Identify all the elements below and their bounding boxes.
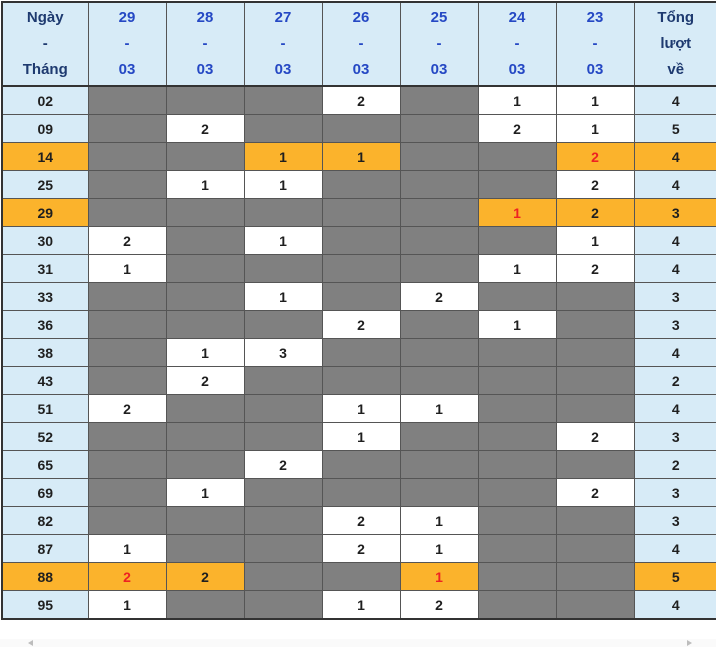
- total-cell: 3: [634, 311, 716, 339]
- header-line: Tháng: [22, 61, 68, 78]
- empty-cell: [166, 423, 244, 451]
- header-line: lượt: [660, 35, 692, 52]
- table-row-25: [2, 171, 716, 199]
- cell-value: 2: [201, 120, 209, 137]
- header-line: Tổng: [657, 9, 695, 26]
- header-line: 03: [430, 61, 448, 78]
- empty-cell: [400, 199, 478, 227]
- table-row-09: [2, 115, 716, 143]
- empty-cell: [556, 563, 634, 591]
- cell-value: 1: [357, 596, 365, 613]
- cell-value: 2: [435, 596, 443, 613]
- empty-cell: [478, 395, 556, 423]
- value-cell: [88, 535, 166, 563]
- empty-cell: [400, 115, 478, 143]
- empty-cell: [166, 227, 244, 255]
- total-cell: 4: [634, 339, 716, 367]
- empty-cell: [478, 283, 556, 311]
- empty-cell: [88, 339, 166, 367]
- value-cell: [478, 199, 556, 227]
- date-column-header-27-03: [244, 2, 322, 86]
- value-cell: [166, 339, 244, 367]
- empty-cell: [478, 451, 556, 479]
- empty-cell: [322, 255, 400, 283]
- header-line: 03: [508, 61, 526, 78]
- header-line: 25: [430, 9, 448, 26]
- value-cell: [322, 591, 400, 620]
- date-column-header-23-03: [556, 2, 634, 86]
- empty-cell: [322, 115, 400, 143]
- value-cell: [244, 451, 322, 479]
- row-label-cell: 82: [2, 507, 88, 535]
- header-line: -: [124, 35, 130, 52]
- empty-cell: [556, 535, 634, 563]
- empty-cell: [166, 395, 244, 423]
- value-cell: [556, 171, 634, 199]
- cell-value: 2: [357, 540, 365, 557]
- value-cell: [166, 171, 244, 199]
- table-header: [2, 2, 716, 86]
- value-cell: [244, 227, 322, 255]
- empty-cell: [556, 451, 634, 479]
- value-cell: [400, 563, 478, 591]
- cell-value: 1: [201, 176, 209, 193]
- cell-value: 1: [591, 232, 599, 249]
- empty-cell: [400, 86, 478, 115]
- empty-cell: [244, 86, 322, 115]
- empty-cell: [322, 283, 400, 311]
- cell-value: 1: [513, 204, 521, 221]
- empty-cell: [400, 479, 478, 507]
- header-line: -: [358, 35, 364, 52]
- cell-value: 3: [279, 344, 287, 361]
- empty-cell: [556, 367, 634, 395]
- date-column-header-24-03: [478, 2, 556, 86]
- total-cell: 5: [634, 563, 716, 591]
- cell-value: 1: [279, 176, 287, 193]
- header-line: 23: [586, 9, 604, 26]
- row-label-cell: 31: [2, 255, 88, 283]
- lottery-frequency-table: [1, 1, 716, 620]
- header-line: 03: [118, 61, 136, 78]
- header-line: -: [514, 35, 520, 52]
- empty-cell: [478, 507, 556, 535]
- cell-value: 2: [591, 204, 599, 221]
- empty-cell: [244, 367, 322, 395]
- empty-cell: [88, 507, 166, 535]
- empty-cell: [244, 591, 322, 620]
- row-label-cell: 02: [2, 86, 88, 115]
- empty-cell: [322, 451, 400, 479]
- row-label-cell: 30: [2, 227, 88, 255]
- cell-value: 2: [591, 484, 599, 501]
- table-row-69: [2, 479, 716, 507]
- cell-value: 1: [357, 148, 365, 165]
- empty-cell: [244, 199, 322, 227]
- empty-cell: [478, 591, 556, 620]
- empty-cell: [400, 451, 478, 479]
- header-line: 29: [118, 9, 136, 26]
- cell-value: 1: [123, 540, 131, 557]
- total-returns-header: [634, 2, 716, 86]
- header-line: Ngày: [26, 9, 64, 26]
- cell-value: 2: [279, 456, 287, 473]
- empty-cell: [478, 367, 556, 395]
- empty-cell: [400, 367, 478, 395]
- empty-cell: [166, 535, 244, 563]
- value-cell: [88, 591, 166, 620]
- total-cell: 4: [634, 591, 716, 620]
- header-row: [2, 2, 716, 86]
- empty-cell: [88, 115, 166, 143]
- total-cell: 5: [634, 115, 716, 143]
- empty-cell: [166, 255, 244, 283]
- empty-cell: [166, 283, 244, 311]
- empty-cell: [322, 479, 400, 507]
- empty-cell: [244, 507, 322, 535]
- empty-cell: [478, 563, 556, 591]
- date-column-header-29-03: [88, 2, 166, 86]
- empty-cell: [322, 367, 400, 395]
- empty-cell: [166, 199, 244, 227]
- header-line: về: [667, 61, 685, 78]
- cell-value: 2: [513, 120, 521, 137]
- table-row-88: [2, 563, 716, 591]
- value-cell: [556, 479, 634, 507]
- cell-value: 2: [201, 372, 209, 389]
- empty-cell: [322, 563, 400, 591]
- total-cell: 4: [634, 535, 716, 563]
- value-cell: [322, 507, 400, 535]
- row-label-cell: 51: [2, 395, 88, 423]
- value-cell: [322, 143, 400, 171]
- empty-cell: [244, 535, 322, 563]
- cell-value: 2: [123, 400, 131, 417]
- empty-cell: [88, 86, 166, 115]
- value-cell: [556, 143, 634, 171]
- empty-cell: [166, 591, 244, 620]
- table-row-43: [2, 367, 716, 395]
- empty-cell: [556, 507, 634, 535]
- value-cell: [88, 227, 166, 255]
- cell-value: 1: [357, 400, 365, 417]
- table-row-02: [2, 86, 716, 115]
- empty-cell: [166, 507, 244, 535]
- total-cell: 3: [634, 423, 716, 451]
- header-line: 03: [586, 61, 604, 78]
- cell-value: 2: [123, 232, 131, 249]
- empty-cell: [166, 451, 244, 479]
- cell-value: 2: [201, 568, 209, 585]
- total-cell: 4: [634, 171, 716, 199]
- value-cell: [478, 86, 556, 115]
- table-row-31: [2, 255, 716, 283]
- empty-cell: [322, 199, 400, 227]
- table-row-95: [2, 591, 716, 620]
- cell-value: 1: [435, 512, 443, 529]
- header-line: 03: [352, 61, 370, 78]
- empty-cell: [244, 115, 322, 143]
- empty-cell: [478, 423, 556, 451]
- header-line: -: [280, 35, 286, 52]
- empty-cell: [244, 423, 322, 451]
- value-cell: [556, 227, 634, 255]
- empty-cell: [400, 143, 478, 171]
- empty-cell: [400, 423, 478, 451]
- total-cell: 4: [634, 227, 716, 255]
- value-cell: [166, 367, 244, 395]
- cell-value: 1: [123, 260, 131, 277]
- empty-cell: [244, 255, 322, 283]
- table-row-14: [2, 143, 716, 171]
- cell-value: 2: [357, 316, 365, 333]
- header-line: 26: [352, 9, 370, 26]
- empty-cell: [244, 479, 322, 507]
- table-row-82: [2, 507, 716, 535]
- value-cell: [400, 507, 478, 535]
- empty-cell: [478, 143, 556, 171]
- cell-value: 2: [123, 568, 131, 585]
- cell-value: 2: [591, 176, 599, 193]
- total-cell: 2: [634, 451, 716, 479]
- value-cell: [322, 86, 400, 115]
- total-cell: 4: [634, 143, 716, 171]
- cell-value: 1: [279, 288, 287, 305]
- value-cell: [556, 255, 634, 283]
- cell-value: 2: [357, 92, 365, 109]
- value-cell: [556, 423, 634, 451]
- header-line: 03: [196, 61, 214, 78]
- cell-value: 1: [513, 260, 521, 277]
- total-cell: 3: [634, 199, 716, 227]
- total-cell: 3: [634, 283, 716, 311]
- value-cell: [400, 395, 478, 423]
- empty-cell: [400, 255, 478, 283]
- table-row-51: [2, 395, 716, 423]
- header-line: 28: [196, 9, 214, 26]
- cell-value: 2: [591, 428, 599, 445]
- value-cell: [322, 395, 400, 423]
- value-cell: [556, 115, 634, 143]
- cell-value: 1: [513, 92, 521, 109]
- value-cell: [322, 311, 400, 339]
- empty-cell: [478, 227, 556, 255]
- cell-value: 1: [279, 148, 287, 165]
- empty-cell: [88, 451, 166, 479]
- total-cell: 4: [634, 395, 716, 423]
- value-cell: [88, 563, 166, 591]
- value-cell: [556, 86, 634, 115]
- header-line: -: [42, 35, 48, 52]
- table-row-30: [2, 227, 716, 255]
- date-column-header-26-03: [322, 2, 400, 86]
- total-cell: 3: [634, 507, 716, 535]
- empty-cell: [400, 171, 478, 199]
- row-label-cell: 25: [2, 171, 88, 199]
- empty-cell: [166, 143, 244, 171]
- value-cell: [166, 479, 244, 507]
- value-cell: [166, 563, 244, 591]
- row-label-cell: 09: [2, 115, 88, 143]
- empty-cell: [322, 227, 400, 255]
- table-row-33: [2, 283, 716, 311]
- value-cell: [400, 591, 478, 620]
- empty-cell: [556, 339, 634, 367]
- empty-cell: [556, 283, 634, 311]
- header-line: 03: [274, 61, 292, 78]
- cell-value: 1: [201, 484, 209, 501]
- empty-cell: [400, 339, 478, 367]
- table-body: [2, 86, 716, 619]
- empty-cell: [244, 563, 322, 591]
- table-row-65: [2, 451, 716, 479]
- value-cell: [244, 339, 322, 367]
- header-line: -: [592, 35, 598, 52]
- value-cell: [322, 423, 400, 451]
- empty-cell: [556, 591, 634, 620]
- empty-cell: [166, 86, 244, 115]
- empty-cell: [88, 479, 166, 507]
- value-cell: [478, 311, 556, 339]
- row-label-cell: 38: [2, 339, 88, 367]
- value-cell: [478, 115, 556, 143]
- value-cell: [88, 395, 166, 423]
- cell-value: 1: [435, 400, 443, 417]
- empty-cell: [88, 143, 166, 171]
- value-cell: [88, 255, 166, 283]
- row-label-cell: 87: [2, 535, 88, 563]
- table-row-36: [2, 311, 716, 339]
- value-cell: [478, 255, 556, 283]
- cell-value: 1: [279, 232, 287, 249]
- row-label-cell: 65: [2, 451, 88, 479]
- value-cell: [400, 283, 478, 311]
- value-cell: [244, 171, 322, 199]
- empty-cell: [400, 311, 478, 339]
- empty-cell: [478, 339, 556, 367]
- row-label-cell: 29: [2, 199, 88, 227]
- row-label-cell: 52: [2, 423, 88, 451]
- date-column-header-28-03: [166, 2, 244, 86]
- cell-value: 1: [123, 596, 131, 613]
- cell-value: 2: [357, 512, 365, 529]
- table-row-29: [2, 199, 716, 227]
- total-cell: 4: [634, 86, 716, 115]
- total-cell: 2: [634, 367, 716, 395]
- header-line: -: [202, 35, 208, 52]
- cell-value: 1: [591, 92, 599, 109]
- value-cell: [322, 535, 400, 563]
- empty-cell: [478, 171, 556, 199]
- empty-cell: [88, 311, 166, 339]
- row-label-cell: 43: [2, 367, 88, 395]
- cell-value: 1: [357, 428, 365, 445]
- empty-cell: [322, 339, 400, 367]
- header-line: 27: [274, 9, 292, 26]
- cell-value: 2: [435, 288, 443, 305]
- cell-value: 2: [591, 260, 599, 277]
- header-line: -: [436, 35, 442, 52]
- row-label-cell: 95: [2, 591, 88, 620]
- value-cell: [244, 283, 322, 311]
- value-cell: [166, 115, 244, 143]
- date-column-header-25-03: [400, 2, 478, 86]
- empty-cell: [556, 395, 634, 423]
- empty-cell: [400, 227, 478, 255]
- row-label-cell: 36: [2, 311, 88, 339]
- table-row-52: [2, 423, 716, 451]
- empty-cell: [88, 423, 166, 451]
- empty-cell: [166, 311, 244, 339]
- empty-cell: [244, 311, 322, 339]
- row-label-cell: 14: [2, 143, 88, 171]
- empty-cell: [88, 367, 166, 395]
- scroll-left-arrow-icon[interactable]: [28, 640, 33, 646]
- cell-value: 1: [513, 316, 521, 333]
- scroll-right-arrow-icon[interactable]: [687, 640, 692, 646]
- empty-cell: [88, 199, 166, 227]
- empty-cell: [556, 311, 634, 339]
- header-line: 24: [508, 9, 526, 26]
- value-cell: [556, 199, 634, 227]
- empty-cell: [88, 283, 166, 311]
- value-cell: [400, 535, 478, 563]
- empty-cell: [244, 395, 322, 423]
- cell-value: 1: [201, 344, 209, 361]
- empty-cell: [478, 535, 556, 563]
- table-row-87: [2, 535, 716, 563]
- empty-cell: [88, 171, 166, 199]
- cell-value: 1: [591, 120, 599, 137]
- row-label-cell: 69: [2, 479, 88, 507]
- row-label-cell: 88: [2, 563, 88, 591]
- empty-cell: [478, 479, 556, 507]
- cell-value: 2: [591, 148, 599, 165]
- value-cell: [244, 143, 322, 171]
- cell-value: 1: [435, 540, 443, 557]
- horizontal-scrollbar[interactable]: [0, 639, 716, 647]
- empty-cell: [322, 171, 400, 199]
- cell-value: 1: [435, 568, 443, 585]
- day-month-corner-header: [2, 2, 88, 86]
- total-cell: 4: [634, 255, 716, 283]
- table-row-38: [2, 339, 716, 367]
- total-cell: 3: [634, 479, 716, 507]
- row-label-cell: 33: [2, 283, 88, 311]
